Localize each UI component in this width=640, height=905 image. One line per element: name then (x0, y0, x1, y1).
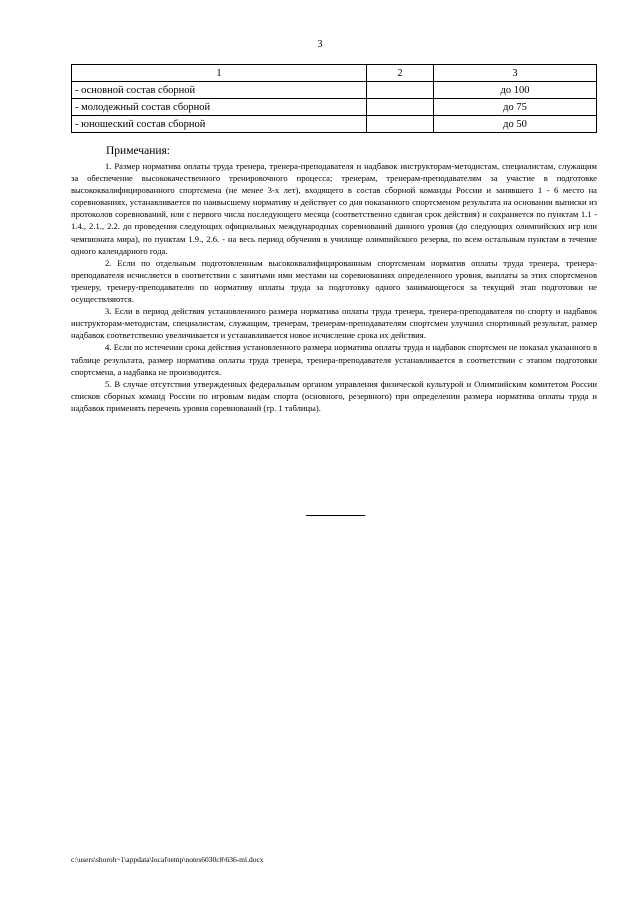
notes-title: Примечания: (106, 145, 170, 157)
note-paragraph: 3. Если в период действия установленного размера норматива оплаты труда тренера, тренера-преподавателя по спорту и надбавок инструкторам-методистам, специалистам, служащим, тренерам, тренерам-преподавателям спортсмен улучшил спортивный результат, размер надбавок соответственно увеличивается и устанавливается новое исчисление срока их действия. (71, 306, 597, 341)
note-paragraph: 2. Если по отдельным подготовленным высококвалифицированным спортсменам норматив оплаты труда тренера, тренера-преподавателя исчисляется в соответствии с занятыми ими местами на соревнованиях определенного уровня, выплаты за этих спортсменов тренеру, тренеру-преподавателю по нормативу оплаты труда за подготовку одного занимающегося за текущий этап подготовки не осуществляются. (71, 257, 597, 305)
table-row (72, 99, 597, 116)
table-cell-name: - основной состав сборной (72, 82, 367, 99)
table-header-cell: 2 (367, 65, 434, 82)
table-cell-value: до 100 (434, 82, 597, 99)
table-cell (367, 116, 434, 133)
note-paragraph: 5. В случае отсутствия утвержденных федеральным органом управления физической культурой и Олимпийским комитетом России списков сборных команд России по игровым видам спорта (основного, резервного) при определении размера норматива оплаты труда и надбавок применять перечень уровня соревнований (гр. 1 таблицы). (71, 378, 597, 413)
notes-section (71, 145, 597, 414)
table-cell-value: до 75 (434, 99, 597, 116)
separator-line (306, 515, 365, 516)
table-cell (367, 99, 434, 116)
table-header-cell: 1 (72, 65, 367, 82)
table-header-row (72, 65, 597, 82)
table-cell-name: - юношеский состав сборной (72, 116, 367, 133)
note-paragraph: 4. Если по истечении срока действия установленного размера норматива оплаты труда и надбавок спортсмен не показал указанного в таблице результата, размер норматива оплаты труда тренера, тренера-преподавателя устанавливается в соответствии с этапом подготовки спортсмена, а надбавка не производится. (71, 342, 597, 377)
table-cell-value: до 50 (434, 116, 597, 133)
note-paragraph: 1. Размер норматива оплаты труда тренера, тренера-преподавателя и надбавок инструкторам-методистам, специалистам, служащим за обеспечение высококачественного тренировочного процесса; тренерам, тренерам-преподавателям за участие в подготовке высококвалифицированного спортсмена (не менее 3-х лет), входящего в состав сборной команды России и занявшего 1 - 6 место на соревнованиях, устанавливается по наивысшему нормативу и действует со дня показанного спортсменом результата на основании выписки из протоколов соревнований, или с первого числа последующего месяца (соответственно сдвигая срок действия) и сохраняется по пунктам 1.1 - 1.4., 2.1., 2.2. до проведения следующих официальных международных соревнований данного уровня (до следующих олимпийских игр или чемпионата мира), по пунктам 1.9., 2.6. - на весь период обучения в училище олимпийского резерва, по всем остальным пунктам в течение одного календарного года. (71, 161, 597, 256)
table-cell-name: - молодежный состав сборной (72, 99, 367, 116)
norm-table (71, 64, 597, 133)
footer-file-path: c:\users\shoroh~1\appdata\local\temp\notes6030c8\636-ml.docx (71, 855, 264, 864)
page-number: 3 (317, 39, 323, 50)
table-header-cell: 3 (434, 65, 597, 82)
table-row (72, 116, 597, 133)
table-row (72, 82, 597, 99)
table-cell (367, 82, 434, 99)
